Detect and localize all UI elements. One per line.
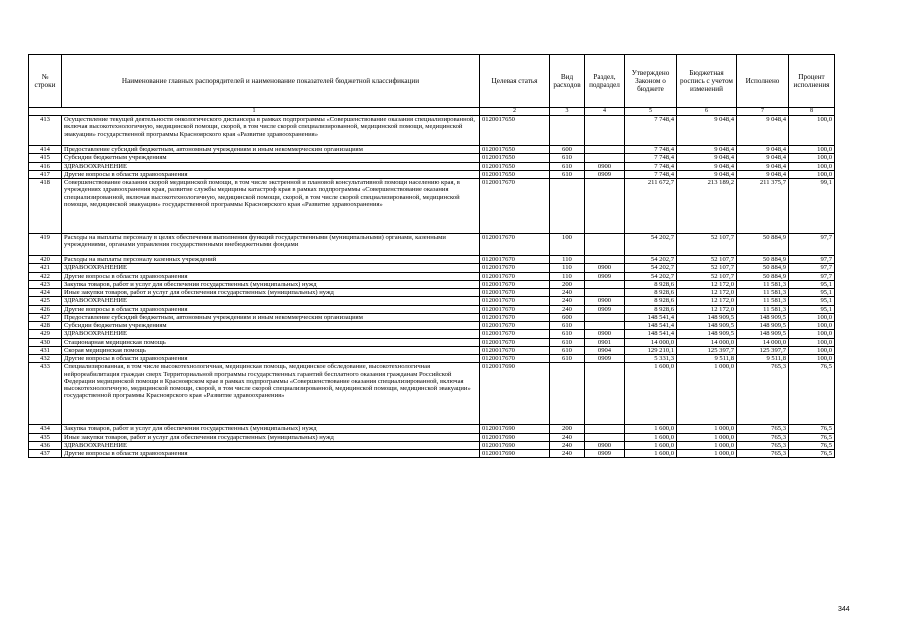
row-approved: 8 928,6 <box>625 280 677 288</box>
row-approved: 5 331,3 <box>625 355 677 363</box>
header-row <box>29 55 835 108</box>
header-approved: Утверждено Законом о бюджете <box>625 55 677 108</box>
row-section <box>585 280 625 288</box>
row-section <box>585 256 625 264</box>
header-percent: Процент исполнения <box>789 55 835 108</box>
row-name: ЗДРАВООХРАНЕНИЕ <box>62 162 480 170</box>
row-name: Стационарная медицинская помощь <box>62 338 480 346</box>
row-target-article: 0120017670 <box>480 313 550 321</box>
row-budget-list: 9 048,4 <box>677 116 737 146</box>
row-name: ЗДРАВООХРАНЕНИЕ <box>62 297 480 305</box>
table-row <box>29 355 835 363</box>
header-razdel: Раздел, подраздел <box>585 55 625 108</box>
row-target-article: 0120017650 <box>480 162 550 170</box>
row-number: 434 <box>29 425 62 433</box>
row-approved: 1 600,0 <box>625 425 677 433</box>
row-expense-type: 610 <box>550 330 585 338</box>
row-budget-list: 1 000,0 <box>677 433 737 441</box>
row-number: 426 <box>29 305 62 313</box>
row-percent: 76,5 <box>789 363 835 425</box>
row-section <box>585 289 625 297</box>
row-budget-list: 52 107,7 <box>677 264 737 272</box>
row-approved: 148 541,4 <box>625 330 677 338</box>
budget-table <box>28 54 835 458</box>
row-percent: 97,7 <box>789 256 835 264</box>
row-number: 421 <box>29 264 62 272</box>
row-percent: 100,0 <box>789 154 835 162</box>
row-percent: 100,0 <box>789 116 835 146</box>
row-number: 418 <box>29 179 62 234</box>
row-budget-list: 9 048,4 <box>677 146 737 154</box>
row-percent: 99,1 <box>789 179 835 234</box>
table-row <box>29 272 835 280</box>
row-number: 414 <box>29 146 62 154</box>
row-name: Закупка товаров, работ и услуг для обеспечения государственных (муниципальных) нужд <box>62 280 480 288</box>
row-name: Расходы на выплаты персоналу казенных учреждений <box>62 256 480 264</box>
row-percent: 97,7 <box>789 264 835 272</box>
row-executed: 148 909,5 <box>737 330 789 338</box>
row-executed: 148 909,5 <box>737 322 789 330</box>
row-name: Другие вопросы в области здравоохранения <box>62 450 480 458</box>
row-number: 432 <box>29 355 62 363</box>
row-name: Расходы на выплаты персоналу в целях обеспечения выполнения функций государственными (муниципальными) органами, казенными учреждениями, органами управления государственными внебюджетными фондами <box>62 234 480 256</box>
row-expense-type: 200 <box>550 280 585 288</box>
row-percent: 100,0 <box>789 313 835 321</box>
row-name: Осуществление текущей деятельности онкологического диспансера в рамках подпрограммы «Совершенствование оказания специализированной, включая высокотехнологичную, медицинской помощи, скорой, в том числе скорой специализированной, медицинской помощи, медицинской эвакуации» государственной программы Красноярского края «Развитие здравоохранения» <box>62 116 480 146</box>
row-percent: 76,5 <box>789 441 835 449</box>
table-row <box>29 313 835 321</box>
row-budget-list: 125 397,7 <box>677 346 737 354</box>
row-executed: 9 048,4 <box>737 170 789 178</box>
row-section <box>585 234 625 256</box>
table-row <box>29 256 835 264</box>
row-section <box>585 425 625 433</box>
row-percent: 95,1 <box>789 289 835 297</box>
row-expense-type: 610 <box>550 170 585 178</box>
row-number: 429 <box>29 330 62 338</box>
row-target-article: 0120017670 <box>480 272 550 280</box>
table-row <box>29 450 835 458</box>
row-approved: 7 748,4 <box>625 170 677 178</box>
row-number: 435 <box>29 433 62 441</box>
row-expense-type: 110 <box>550 264 585 272</box>
row-percent: 100,0 <box>789 170 835 178</box>
row-name: Закупка товаров, работ и услуг для обеспечения государственных (муниципальных) нужд <box>62 425 480 433</box>
row-approved: 7 748,4 <box>625 116 677 146</box>
row-approved: 54 202,7 <box>625 264 677 272</box>
row-budget-list: 1 000,0 <box>677 363 737 425</box>
row-executed: 50 884,9 <box>737 234 789 256</box>
row-percent: 100,0 <box>789 338 835 346</box>
row-number: 415 <box>29 154 62 162</box>
row-expense-type: 240 <box>550 433 585 441</box>
row-percent: 100,0 <box>789 330 835 338</box>
row-percent: 76,5 <box>789 433 835 441</box>
row-section: 0900 <box>585 330 625 338</box>
column-number: 3 <box>550 108 585 116</box>
row-expense-type: 610 <box>550 154 585 162</box>
row-name: Иные закупки товаров, работ и услуг для обеспечения государственных (муниципальных) нужд <box>62 289 480 297</box>
row-approved: 1 600,0 <box>625 433 677 441</box>
table-row <box>29 433 835 441</box>
row-section: 0900 <box>585 162 625 170</box>
row-executed: 9 048,4 <box>737 146 789 154</box>
row-section: 0909 <box>585 170 625 178</box>
row-section: 0904 <box>585 346 625 354</box>
row-approved: 7 748,4 <box>625 162 677 170</box>
row-number: 422 <box>29 272 62 280</box>
row-number: 433 <box>29 363 62 425</box>
column-number: 4 <box>585 108 625 116</box>
row-target-article: 0120017670 <box>480 234 550 256</box>
row-percent: 95,1 <box>789 297 835 305</box>
row-target-article: 0120017690 <box>480 425 550 433</box>
header-vid: Вид расходов <box>550 55 585 108</box>
row-target-article: 0120017690 <box>480 441 550 449</box>
table-row <box>29 234 835 256</box>
row-target-article: 0120017650 <box>480 154 550 162</box>
row-section <box>585 154 625 162</box>
table-row <box>29 280 835 288</box>
table-row <box>29 146 835 154</box>
row-number: 428 <box>29 322 62 330</box>
header-name: Наименование главных распорядителей и наименование показателей бюджетной классификации <box>62 55 480 108</box>
row-number: 419 <box>29 234 62 256</box>
row-approved: 148 541,4 <box>625 322 677 330</box>
row-target-article: 0120017690 <box>480 433 550 441</box>
row-approved: 8 928,6 <box>625 289 677 297</box>
row-budget-list: 52 107,7 <box>677 256 737 264</box>
row-percent: 100,0 <box>789 146 835 154</box>
row-executed: 50 884,9 <box>737 264 789 272</box>
table-row <box>29 305 835 313</box>
row-executed: 765,3 <box>737 433 789 441</box>
row-percent: 95,1 <box>789 305 835 313</box>
row-target-article: 0120017670 <box>480 338 550 346</box>
row-approved: 54 202,7 <box>625 256 677 264</box>
header-budget: Бюджетная роспись с учетом изменений <box>677 55 737 108</box>
row-expense-type: 600 <box>550 313 585 321</box>
row-name: Другие вопросы в области здравоохранения <box>62 355 480 363</box>
row-budget-list: 52 107,7 <box>677 272 737 280</box>
row-expense-type: 240 <box>550 441 585 449</box>
row-expense-type: 610 <box>550 162 585 170</box>
row-number: 436 <box>29 441 62 449</box>
row-executed: 765,3 <box>737 441 789 449</box>
column-number: 5 <box>625 108 677 116</box>
row-executed: 14 000,0 <box>737 338 789 346</box>
row-number: 416 <box>29 162 62 170</box>
row-expense-type: 110 <box>550 272 585 280</box>
row-name: ЗДРАВООХРАНЕНИЕ <box>62 441 480 449</box>
row-expense-type: 610 <box>550 355 585 363</box>
row-number: 437 <box>29 450 62 458</box>
row-target-article: 0120017670 <box>480 330 550 338</box>
row-target-article: 0120017690 <box>480 450 550 458</box>
row-name: Другие вопросы в области здравоохранения <box>62 170 480 178</box>
row-executed: 211 375,7 <box>737 179 789 234</box>
row-executed: 765,3 <box>737 450 789 458</box>
row-budget-list: 12 172,0 <box>677 280 737 288</box>
table-row <box>29 154 835 162</box>
row-section: 0909 <box>585 355 625 363</box>
table-row <box>29 322 835 330</box>
row-percent: 97,7 <box>789 234 835 256</box>
row-number: 413 <box>29 116 62 146</box>
row-approved: 129 210,1 <box>625 346 677 354</box>
row-budget-list: 14 000,0 <box>677 338 737 346</box>
row-section <box>585 313 625 321</box>
column-number: 1 <box>29 108 480 116</box>
row-number: 427 <box>29 313 62 321</box>
table-row <box>29 425 835 433</box>
row-percent: 100,0 <box>789 162 835 170</box>
row-executed: 9 048,4 <box>737 162 789 170</box>
row-section: 0909 <box>585 450 625 458</box>
row-target-article: 0120017670 <box>480 264 550 272</box>
row-target-article: 0120017670 <box>480 179 550 234</box>
row-approved: 14 000,0 <box>625 338 677 346</box>
row-target-article: 0120017690 <box>480 363 550 425</box>
row-expense-type: 200 <box>550 425 585 433</box>
row-name: Предоставление субсидий бюджетным, автономным учреждениям и иным некоммерческим организациям <box>62 313 480 321</box>
row-budget-list: 148 909,5 <box>677 322 737 330</box>
row-approved: 1 600,0 <box>625 450 677 458</box>
table-row <box>29 264 835 272</box>
table-row <box>29 289 835 297</box>
row-section: 0909 <box>585 272 625 280</box>
header-target: Целевая статья <box>480 55 550 108</box>
row-budget-list: 9 511,8 <box>677 355 737 363</box>
row-executed: 125 397,7 <box>737 346 789 354</box>
column-number: 2 <box>480 108 550 116</box>
row-budget-list: 148 909,5 <box>677 313 737 321</box>
table-row <box>29 441 835 449</box>
row-name: Предоставление субсидий бюджетным, автономным учреждениям и иным некоммерческим организациям <box>62 146 480 154</box>
row-approved: 54 202,7 <box>625 272 677 280</box>
row-budget-list: 52 107,7 <box>677 234 737 256</box>
row-percent: 76,5 <box>789 425 835 433</box>
row-target-article: 0120017670 <box>480 355 550 363</box>
row-target-article: 0120017670 <box>480 322 550 330</box>
row-budget-list: 12 172,0 <box>677 305 737 313</box>
row-expense-type: 240 <box>550 289 585 297</box>
row-executed: 50 884,9 <box>737 272 789 280</box>
row-budget-list: 1 000,0 <box>677 441 737 449</box>
table-row <box>29 338 835 346</box>
table-row <box>29 179 835 234</box>
row-percent: 100,0 <box>789 355 835 363</box>
table-body <box>29 116 835 458</box>
row-section: 0900 <box>585 441 625 449</box>
row-name: Совершенствование оказания скорой медицинской помощи, в том числе экстренной и плановой консультативной помощи населению края, в учреждениях здравоохранения края, развитие службы медицины катастроф края в рамках подпрограммы «Совершенствование оказания специализированной, включая высокотехнологичную, медицинской помощи, скорой, в том числе скорой специализированной, медицинской помощи, медицинской эвакуации» государственной программы Красноярского края «Развитие здравоохранения» <box>62 179 480 234</box>
row-budget-list: 12 172,0 <box>677 289 737 297</box>
row-target-article: 0120017670 <box>480 289 550 297</box>
row-target-article: 0120017670 <box>480 280 550 288</box>
row-expense-type: 610 <box>550 322 585 330</box>
row-expense-type <box>550 116 585 146</box>
row-executed: 11 581,3 <box>737 280 789 288</box>
row-approved: 7 748,4 <box>625 154 677 162</box>
column-number-row <box>29 108 835 116</box>
row-target-article: 0120017670 <box>480 256 550 264</box>
header-executed: Исполнено <box>737 55 789 108</box>
row-number: 425 <box>29 297 62 305</box>
row-name: Другие вопросы в области здравоохранения <box>62 272 480 280</box>
row-percent: 97,7 <box>789 272 835 280</box>
row-number: 430 <box>29 338 62 346</box>
row-budget-list: 9 048,4 <box>677 162 737 170</box>
row-approved: 54 202,7 <box>625 234 677 256</box>
row-expense-type: 110 <box>550 256 585 264</box>
row-approved: 211 672,7 <box>625 179 677 234</box>
row-executed: 9 048,4 <box>737 154 789 162</box>
row-approved: 148 541,4 <box>625 313 677 321</box>
row-approved: 7 748,4 <box>625 146 677 154</box>
row-section: 0909 <box>585 305 625 313</box>
row-section: 0901 <box>585 338 625 346</box>
column-number: 6 <box>677 108 737 116</box>
table-row <box>29 297 835 305</box>
row-section <box>585 179 625 234</box>
row-expense-type: 240 <box>550 297 585 305</box>
row-number: 417 <box>29 170 62 178</box>
row-expense-type <box>550 363 585 425</box>
table-row <box>29 162 835 170</box>
table-row <box>29 363 835 425</box>
row-number: 420 <box>29 256 62 264</box>
row-expense-type: 610 <box>550 346 585 354</box>
row-name: Специализированная, в том числе высокотехнологичная, медицинская помощь, медицинское обследование, высокотехнологичная нейрореабилитация граждан сверх Территориальной программы государственных гарантий бесплатного оказания гражданам Российской Федерации медицинской помощи в Красноярском крае в рамках подпрограммы «Совершенствование оказания специализированной, включая высокотехнологичную, медицинской помощи, скорой, в том числе скорой специализированной, медицинской помощи, медицинской эвакуации» государственной программы Красноярского края «Развитие здравоохранения» <box>62 363 480 425</box>
row-target-article: 0120017670 <box>480 346 550 354</box>
row-section: 0900 <box>585 297 625 305</box>
row-percent: 76,5 <box>789 450 835 458</box>
row-name: Другие вопросы в области здравоохранения <box>62 305 480 313</box>
table-row <box>29 116 835 146</box>
row-number: 424 <box>29 289 62 297</box>
row-percent: 100,0 <box>789 346 835 354</box>
row-budget-list: 148 909,5 <box>677 330 737 338</box>
row-expense-type <box>550 179 585 234</box>
row-expense-type: 240 <box>550 305 585 313</box>
row-section <box>585 322 625 330</box>
row-percent: 100,0 <box>789 322 835 330</box>
row-target-article: 0120017670 <box>480 297 550 305</box>
row-executed: 765,3 <box>737 363 789 425</box>
row-approved: 8 928,6 <box>625 297 677 305</box>
row-expense-type: 100 <box>550 234 585 256</box>
row-section: 0900 <box>585 264 625 272</box>
row-executed: 148 909,5 <box>737 313 789 321</box>
row-target-article: 0120017670 <box>480 305 550 313</box>
row-budget-list: 12 172,0 <box>677 297 737 305</box>
row-executed: 50 884,9 <box>737 256 789 264</box>
row-target-article: 0120017650 <box>480 170 550 178</box>
table-row <box>29 170 835 178</box>
header-num: № строки <box>29 55 62 108</box>
row-expense-type: 610 <box>550 338 585 346</box>
row-name: ЗДРАВООХРАНЕНИЕ <box>62 330 480 338</box>
row-executed: 11 581,3 <box>737 305 789 313</box>
row-approved: 8 928,6 <box>625 305 677 313</box>
row-executed: 765,3 <box>737 425 789 433</box>
row-budget-list: 9 048,4 <box>677 170 737 178</box>
row-name: Иные закупки товаров, работ и услуг для обеспечения государственных (муниципальных) нужд <box>62 433 480 441</box>
table-row <box>29 346 835 354</box>
row-name: Субсидии бюджетным учреждениям <box>62 154 480 162</box>
row-section <box>585 363 625 425</box>
row-approved: 1 600,0 <box>625 441 677 449</box>
row-number: 431 <box>29 346 62 354</box>
row-name: Скорая медицинская помощь <box>62 346 480 354</box>
column-number: 7 <box>737 108 789 116</box>
row-target-article: 0120017650 <box>480 146 550 154</box>
row-percent: 95,1 <box>789 280 835 288</box>
row-target-article: 0120017650 <box>480 116 550 146</box>
row-number: 423 <box>29 280 62 288</box>
row-section <box>585 146 625 154</box>
row-executed: 9 511,8 <box>737 355 789 363</box>
row-name: ЗДРАВООХРАНЕНИЕ <box>62 264 480 272</box>
column-number: 8 <box>789 108 835 116</box>
row-executed: 11 581,3 <box>737 297 789 305</box>
row-expense-type: 600 <box>550 146 585 154</box>
row-approved: 1 600,0 <box>625 363 677 425</box>
row-budget-list: 213 189,2 <box>677 179 737 234</box>
table-row <box>29 330 835 338</box>
row-budget-list: 9 048,4 <box>677 154 737 162</box>
row-name: Субсидии бюджетным учреждениям <box>62 322 480 330</box>
row-executed: 9 048,4 <box>737 116 789 146</box>
row-section <box>585 116 625 146</box>
row-section <box>585 433 625 441</box>
row-expense-type: 240 <box>550 450 585 458</box>
page-number: 344 <box>838 606 850 613</box>
row-executed: 11 581,3 <box>737 289 789 297</box>
row-budget-list: 1 000,0 <box>677 450 737 458</box>
row-budget-list: 1 000,0 <box>677 425 737 433</box>
